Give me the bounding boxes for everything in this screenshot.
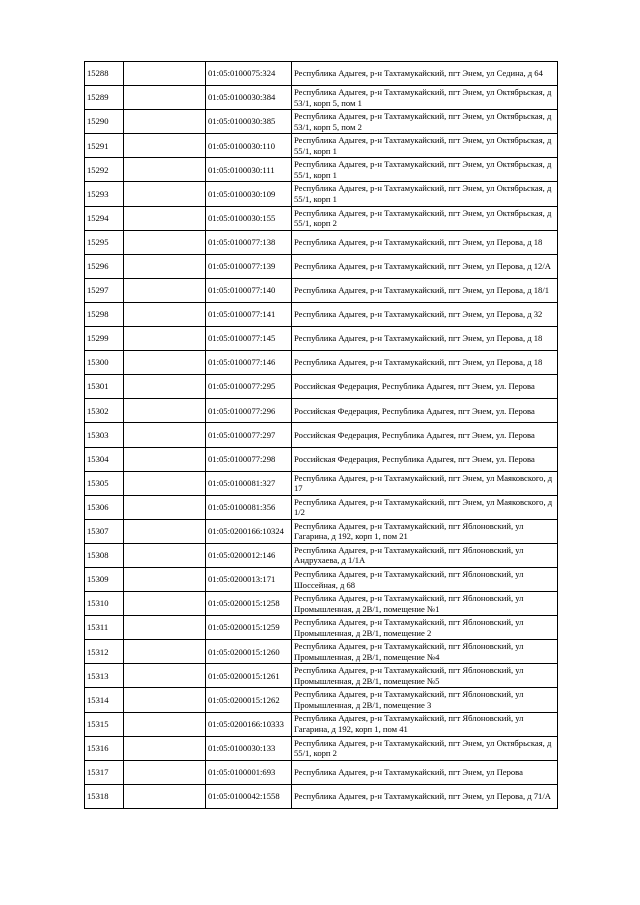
address-cell: Республика Адыгея, р-н Тахтамукайский, пгт Энем, ул Перова, д 18	[292, 351, 558, 375]
table-row	[85, 784, 558, 808]
empty-cell	[124, 592, 206, 616]
cadastral-number-cell: 01:05:0200015:1260	[206, 640, 292, 664]
table-row	[85, 134, 558, 158]
row-number-cell: 15306	[85, 495, 124, 519]
row-number-cell: 15311	[85, 616, 124, 640]
row-number-cell: 15310	[85, 592, 124, 616]
cadastral-number-cell: 01:05:0200166:10333	[206, 712, 292, 736]
empty-cell	[124, 62, 206, 86]
address-cell: Республика Адыгея, р-н Тахтамукайский, пгт Энем, ул Октябрьская, д 55/1, корп 2	[292, 206, 558, 230]
cadastral-number-cell: 01:05:0100077:297	[206, 423, 292, 447]
row-number-cell: 15307	[85, 519, 124, 543]
empty-cell	[124, 736, 206, 760]
address-cell: Республика Адыгея, р-н Тахтамукайский, пгт Энем, ул Октябрьская, д 55/1, корп 1	[292, 182, 558, 206]
cadastral-number-cell: 01:05:0100030:133	[206, 736, 292, 760]
empty-cell	[124, 664, 206, 688]
address-cell: Республика Адыгея, р-н Тахтамукайский, пгт Энем, ул Октябрьская, д 53/1, корп 5, пом 2	[292, 110, 558, 134]
table-row	[85, 62, 558, 86]
cadastral-number-cell: 01:05:0100077:146	[206, 351, 292, 375]
empty-cell	[124, 543, 206, 567]
row-number-cell: 15304	[85, 447, 124, 471]
empty-cell	[124, 447, 206, 471]
cadastral-number-cell: 01:05:0100077:138	[206, 230, 292, 254]
table-row	[85, 447, 558, 471]
empty-cell	[124, 182, 206, 206]
row-number-cell: 15289	[85, 86, 124, 110]
row-number-cell: 15298	[85, 302, 124, 326]
empty-cell	[124, 327, 206, 351]
address-cell: Республика Адыгея, р-н Тахтамукайский, пгт Энем, ул Октябрьская, д 53/1, корп 5, пом 1	[292, 86, 558, 110]
table-row	[85, 278, 558, 302]
table-row	[85, 254, 558, 278]
row-number-cell: 15309	[85, 567, 124, 591]
table-row	[85, 640, 558, 664]
cadastral-number-cell: 01:05:0200166:10324	[206, 519, 292, 543]
address-cell: Республика Адыгея, р-н Тахтамукайский, пгт Яблоновский, ул Промышленная, д 2В/1, помещение 3	[292, 688, 558, 712]
table-row	[85, 302, 558, 326]
empty-cell	[124, 230, 206, 254]
table-row	[85, 351, 558, 375]
address-cell: Республика Адыгея, р-н Тахтамукайский, пгт Яблоновский, ул Промышленная, д 2В/1, помещение 2	[292, 616, 558, 640]
address-cell: Республика Адыгея, р-н Тахтамукайский, пгт Энем, ул Перова, д 18	[292, 230, 558, 254]
table-row	[85, 399, 558, 423]
table-row	[85, 736, 558, 760]
row-number-cell: 15302	[85, 399, 124, 423]
cadastral-number-cell: 01:05:0100030:385	[206, 110, 292, 134]
address-cell: Республика Адыгея, р-н Тахтамукайский, пгт Яблоновский, ул Промышленная, д 2В/1, помещение №1	[292, 592, 558, 616]
cadastral-number-cell: 01:05:0100030:155	[206, 206, 292, 230]
empty-cell	[124, 278, 206, 302]
registry-table	[84, 61, 558, 809]
registry-table-body	[85, 62, 558, 809]
cadastral-number-cell: 01:05:0100030:384	[206, 86, 292, 110]
table-row	[85, 423, 558, 447]
address-cell: Республика Адыгея, р-н Тахтамукайский, пгт Яблоновский, ул Гагарина, д 192, корп 1, пом 41	[292, 712, 558, 736]
address-cell: Республика Адыгея, р-н Тахтамукайский, пгт Энем, ул Перова, д 32	[292, 302, 558, 326]
row-number-cell: 15288	[85, 62, 124, 86]
row-number-cell: 15313	[85, 664, 124, 688]
table-row	[85, 86, 558, 110]
table-row	[85, 616, 558, 640]
address-cell: Республика Адыгея, р-н Тахтамукайский, пгт Энем, ул Перова, д 18	[292, 327, 558, 351]
table-row	[85, 230, 558, 254]
row-number-cell: 15305	[85, 471, 124, 495]
cadastral-number-cell: 01:05:0200015:1262	[206, 688, 292, 712]
row-number-cell: 15296	[85, 254, 124, 278]
empty-cell	[124, 495, 206, 519]
row-number-cell: 15308	[85, 543, 124, 567]
row-number-cell: 15297	[85, 278, 124, 302]
cadastral-number-cell: 01:05:0200015:1259	[206, 616, 292, 640]
cadastral-number-cell: 01:05:0100077:298	[206, 447, 292, 471]
cadastral-number-cell: 01:05:0100077:295	[206, 375, 292, 399]
empty-cell	[124, 399, 206, 423]
empty-cell	[124, 519, 206, 543]
empty-cell	[124, 110, 206, 134]
row-number-cell: 15317	[85, 760, 124, 784]
table-row	[85, 592, 558, 616]
row-number-cell: 15290	[85, 110, 124, 134]
cadastral-number-cell: 01:05:0100030:110	[206, 134, 292, 158]
address-cell: Республика Адыгея, р-н Тахтамукайский, пгт Энем, ул Октябрьская, д 55/1, корп 2	[292, 736, 558, 760]
row-number-cell: 15299	[85, 327, 124, 351]
address-cell: Республика Адыгея, р-н Тахтамукайский, пгт Энем, ул Перова	[292, 760, 558, 784]
empty-cell	[124, 688, 206, 712]
table-row	[85, 688, 558, 712]
cadastral-number-cell: 01:05:0200015:1258	[206, 592, 292, 616]
cadastral-number-cell: 01:05:0100030:111	[206, 158, 292, 182]
table-row	[85, 543, 558, 567]
cadastral-number-cell: 01:05:0200013:171	[206, 567, 292, 591]
cadastral-number-cell: 01:05:0100075:324	[206, 62, 292, 86]
empty-cell	[124, 567, 206, 591]
empty-cell	[124, 760, 206, 784]
row-number-cell: 15291	[85, 134, 124, 158]
table-row	[85, 495, 558, 519]
cadastral-number-cell: 01:05:0100077:145	[206, 327, 292, 351]
table-row	[85, 375, 558, 399]
row-number-cell: 15293	[85, 182, 124, 206]
address-cell: Республика Адыгея, р-н Тахтамукайский, пгт Яблоновский, ул Гагарина, д 192, корп 1, пом 21	[292, 519, 558, 543]
table-row	[85, 182, 558, 206]
cadastral-number-cell: 01:05:0100077:296	[206, 399, 292, 423]
empty-cell	[124, 640, 206, 664]
row-number-cell: 15315	[85, 712, 124, 736]
address-cell: Республика Адыгея, р-н Тахтамукайский, пгт Энем, ул Октябрьская, д 55/1, корп 1	[292, 134, 558, 158]
table-row	[85, 567, 558, 591]
address-cell: Республика Адыгея, р-н Тахтамукайский, пгт Яблоновский, ул Андрухаева, д 1/1А	[292, 543, 558, 567]
empty-cell	[124, 784, 206, 808]
row-number-cell: 15301	[85, 375, 124, 399]
table-row	[85, 712, 558, 736]
cadastral-number-cell: 01:05:0100081:327	[206, 471, 292, 495]
cadastral-number-cell: 01:05:0100042:1558	[206, 784, 292, 808]
address-cell: Российская Федерация, Республика Адыгея, пгт Энем, ул. Перова	[292, 399, 558, 423]
cadastral-number-cell: 01:05:0100001:693	[206, 760, 292, 784]
empty-cell	[124, 206, 206, 230]
table-row	[85, 519, 558, 543]
row-number-cell: 15316	[85, 736, 124, 760]
address-cell: Республика Адыгея, р-н Тахтамукайский, пгт Энем, ул Седина, д 64	[292, 62, 558, 86]
table-row	[85, 760, 558, 784]
row-number-cell: 15318	[85, 784, 124, 808]
address-cell: Республика Адыгея, р-н Тахтамукайский, пгт Яблоновский, ул Промышленная, д 2В/1, помещение №4	[292, 640, 558, 664]
address-cell: Республика Адыгея, р-н Тахтамукайский, пгт Энем, ул Перова, д 71/А	[292, 784, 558, 808]
row-number-cell: 15300	[85, 351, 124, 375]
row-number-cell: 15314	[85, 688, 124, 712]
table-row	[85, 664, 558, 688]
empty-cell	[124, 134, 206, 158]
empty-cell	[124, 302, 206, 326]
address-cell: Республика Адыгея, р-н Тахтамукайский, пгт Энем, ул Маяковского, д 17	[292, 471, 558, 495]
empty-cell	[124, 158, 206, 182]
cadastral-number-cell: 01:05:0200015:1261	[206, 664, 292, 688]
cadastral-number-cell: 01:05:0100077:139	[206, 254, 292, 278]
table-row	[85, 110, 558, 134]
address-cell: Республика Адыгея, р-н Тахтамукайский, пгт Яблоновский, ул Шоссейная, д 68	[292, 567, 558, 591]
cadastral-number-cell: 01:05:0100077:140	[206, 278, 292, 302]
cadastral-number-cell: 01:05:0200012:146	[206, 543, 292, 567]
empty-cell	[124, 712, 206, 736]
empty-cell	[124, 471, 206, 495]
empty-cell	[124, 423, 206, 447]
empty-cell	[124, 616, 206, 640]
row-number-cell: 15312	[85, 640, 124, 664]
row-number-cell: 15295	[85, 230, 124, 254]
address-cell: Республика Адыгея, р-н Тахтамукайский, пгт Яблоновский, ул Промышленная, д 2В/1, помещение №5	[292, 664, 558, 688]
table-row	[85, 327, 558, 351]
address-cell: Республика Адыгея, р-н Тахтамукайский, пгт Энем, ул Перова, д 18/1	[292, 278, 558, 302]
table-row	[85, 471, 558, 495]
address-cell: Республика Адыгея, р-н Тахтамукайский, пгт Энем, ул Октябрьская, д 55/1, корп 1	[292, 158, 558, 182]
empty-cell	[124, 375, 206, 399]
address-cell: Российская Федерация, Республика Адыгея, пгт Энем, ул. Перова	[292, 423, 558, 447]
row-number-cell: 15294	[85, 206, 124, 230]
row-number-cell: 15292	[85, 158, 124, 182]
address-cell: Российская Федерация, Республика Адыгея, пгт Энем, ул. Перова	[292, 375, 558, 399]
empty-cell	[124, 86, 206, 110]
row-number-cell: 15303	[85, 423, 124, 447]
table-row	[85, 206, 558, 230]
cadastral-number-cell: 01:05:0100030:109	[206, 182, 292, 206]
address-cell: Республика Адыгея, р-н Тахтамукайский, пгт Энем, ул Маяковского, д 1/2	[292, 495, 558, 519]
cadastral-number-cell: 01:05:0100077:141	[206, 302, 292, 326]
table-row	[85, 158, 558, 182]
empty-cell	[124, 254, 206, 278]
address-cell: Республика Адыгея, р-н Тахтамукайский, пгт Энем, ул Перова, д 12/А	[292, 254, 558, 278]
empty-cell	[124, 351, 206, 375]
address-cell: Российская Федерация, Республика Адыгея, пгт Энем, ул. Перова	[292, 447, 558, 471]
cadastral-number-cell: 01:05:0100081:356	[206, 495, 292, 519]
